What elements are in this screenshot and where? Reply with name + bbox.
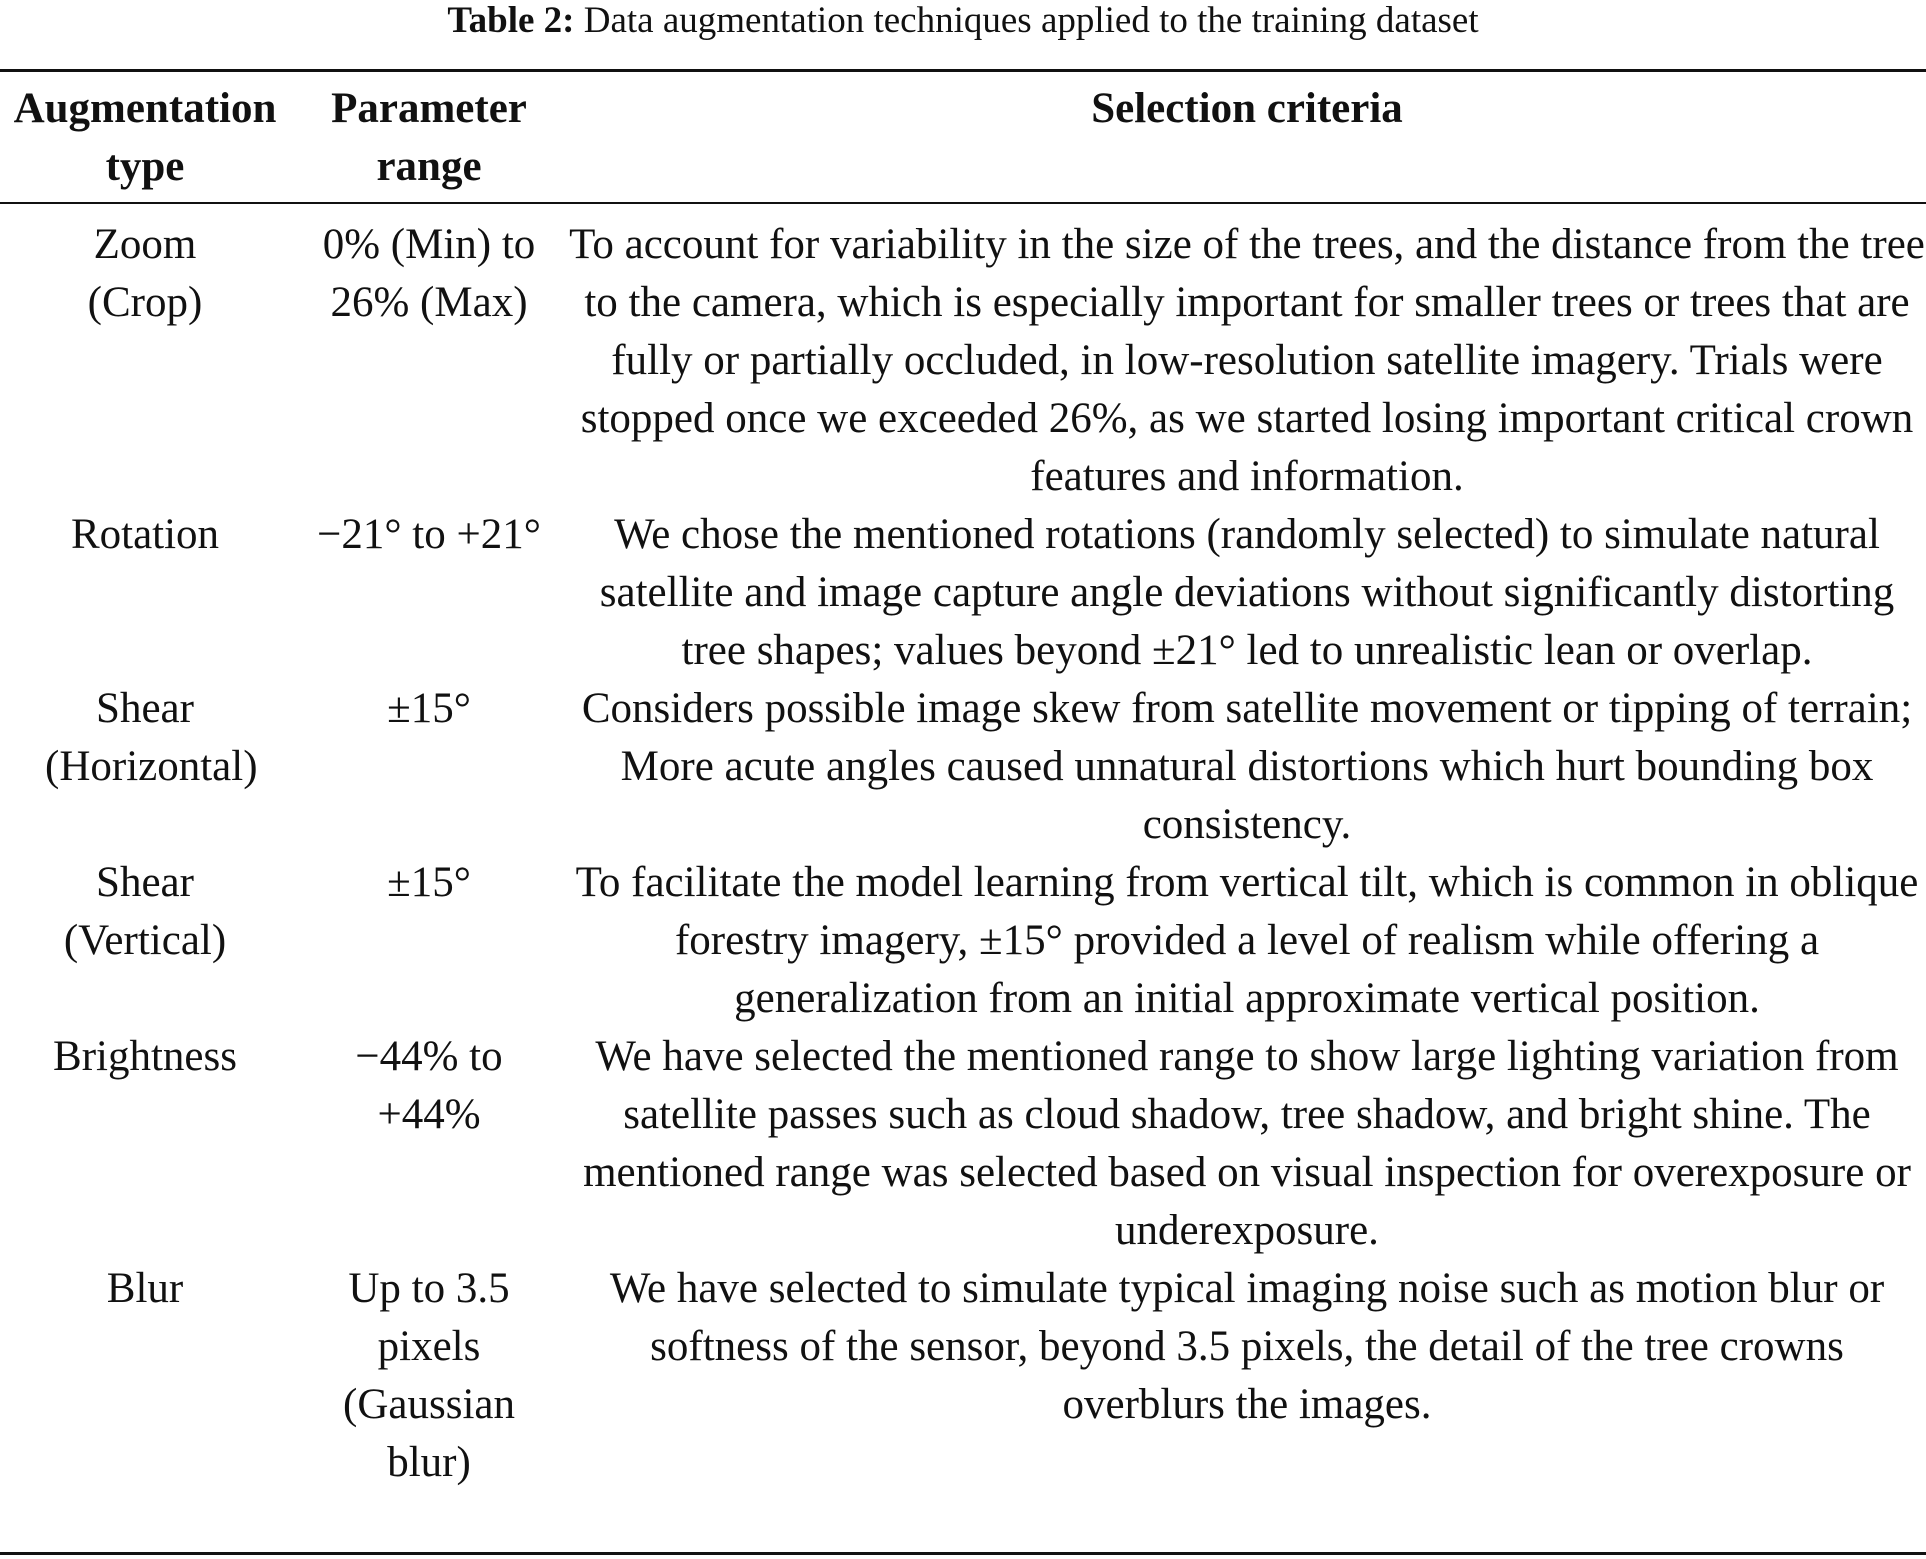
caption-label: Table 2: [447, 0, 575, 41]
header-row [0, 78, 1926, 204]
cell-type: Shear (Vertical) [63, 859, 227, 964]
header-augmentation-type: Augmentation type [13, 85, 277, 190]
caption-text: Data augmentation techniques applied to the training dataset [574, 0, 1479, 41]
cell-criteria: To facilitate the model learning from vertical tilt, which is common in oblique forestry imagery, ±15° provided a level of realism while offering a generalization from an initial approximate vertical position. [575, 859, 1919, 1022]
cell-range: Up to 3.5 pixels (Gaussian blur) [343, 1265, 515, 1486]
augmentation-table [0, 78, 1926, 1492]
cell-type: Brightness [53, 1033, 237, 1080]
table-row [0, 1028, 1926, 1260]
cell-range: 0% (Min) to 26% (Max) [322, 221, 536, 326]
cell-type: Zoom (Crop) [87, 221, 203, 326]
table-row [0, 204, 1926, 506]
cell-type: Shear (Horizontal) [45, 685, 258, 790]
table-row [0, 506, 1926, 680]
cell-range: ±15° [387, 685, 471, 732]
cell-type: Blur [106, 1265, 184, 1312]
table-row [0, 854, 1926, 1028]
cell-range: −21° to +21° [317, 511, 541, 558]
cell-type: Rotation [70, 511, 220, 558]
cell-criteria: To account for variability in the size of the trees, and the distance from the tree to the camera, which is especially important for smaller trees or trees that are fully or partially occluded, in low-resolution satellite imagery. Trials were stopped once we exceeded 26%, as we started losing important critical crown features and information. [569, 221, 1925, 500]
cell-range: −44% to +44% [355, 1033, 503, 1138]
cell-criteria: Considers possible image skew from satellite movement or tipping of terrain; More acute angles caused unnatural distortions which hurt bounding box consistency. [581, 685, 1913, 848]
table-row [0, 680, 1926, 854]
cell-criteria: We have selected the mentioned range to show large lighting variation from satellite passes such as cloud shadow, tree shadow, and bright shine. The mentioned range was selected based on visual inspection for overexposure or underexposure. [583, 1033, 1911, 1254]
top-rule [0, 69, 1926, 72]
table-row [0, 1260, 1926, 1492]
cell-criteria: We have selected to simulate typical imaging noise such as motion blur or softness of the sensor, beyond 3.5 pixels, the detail of the tree crowns overblurs the images. [609, 1265, 1885, 1428]
cell-criteria: We chose the mentioned rotations (randomly selected) to simulate natural satellite and image capture angle deviations without significantly distorting tree shapes; values beyond ±21° led to unrealistic lean or overlap. [599, 511, 1895, 674]
header-selection-criteria: Selection criteria [1091, 85, 1403, 132]
bottom-rule [0, 1552, 1926, 1555]
cell-range: ±15° [387, 859, 471, 906]
table-caption [0, 0, 1926, 42]
header-parameter-range: Parameter range [331, 85, 527, 190]
